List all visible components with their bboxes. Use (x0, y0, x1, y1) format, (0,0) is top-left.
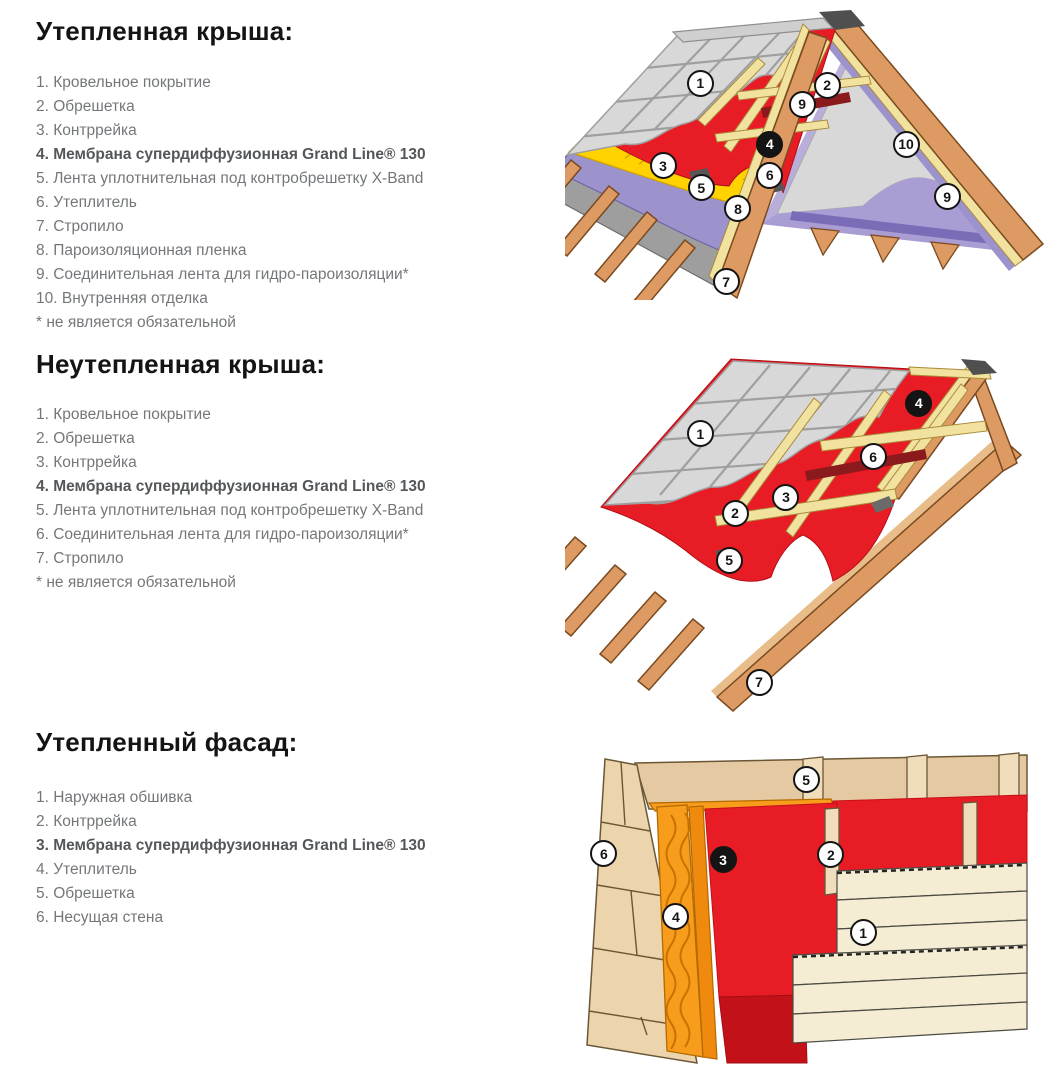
callout-10: 10 (893, 131, 920, 158)
uninsulated-roof-illustration (565, 345, 1055, 717)
layer-item: 6. Соединительная лента для гидро-пароизоляции* (36, 526, 409, 543)
callout-3: 3 (650, 152, 677, 179)
section-title-insulated-roof: Утепленная крыша: (36, 16, 294, 46)
callout-2: 2 (814, 72, 841, 99)
insulated-facade-illustration (575, 745, 1042, 1077)
callout-2: 2 (817, 841, 844, 868)
callout-5: 5 (716, 547, 743, 574)
callout-6: 6 (860, 443, 887, 470)
layer-item: 5. Обрешетка (36, 885, 135, 902)
callout-4: 4 (756, 131, 783, 158)
layer-item: 6. Утеплитель (36, 194, 137, 211)
callout-8: 8 (724, 195, 751, 222)
callout-9: 9 (934, 183, 961, 210)
layer-item: 7. Стропило (36, 218, 124, 235)
footnote: * не является обязательной (36, 314, 236, 331)
callout-5: 5 (793, 766, 820, 793)
insulated-roof-illustration (565, 8, 1055, 300)
layer-item: 10. Внутренняя отделка (36, 290, 208, 307)
layer-item: 3. Контррейка (36, 122, 137, 139)
callout-4: 4 (662, 903, 689, 930)
section-title-uninsulated-roof: Неутепленная крыша: (36, 349, 326, 379)
layer-item-membrane: 4. Мембрана супердиффузионная Grand Line® 130 (36, 146, 426, 163)
callout-1: 1 (687, 70, 714, 97)
figure-insulated-roof (565, 8, 1055, 300)
layer-list-uninsulated-roof (36, 403, 556, 595)
callout-1: 1 (850, 919, 877, 946)
layer-item: 3. Контррейка (36, 454, 137, 471)
callout-3: 3 (710, 846, 737, 873)
callout-6: 6 (590, 840, 617, 867)
callout-1: 1 (687, 420, 714, 447)
layer-item: 5. Лента уплотнительная под контробрешетку X-Band (36, 170, 424, 187)
layer-list-insulated-roof (36, 71, 556, 335)
footnote: * не является обязательной (36, 574, 236, 591)
figure-uninsulated-roof (565, 345, 1055, 717)
callout-5: 5 (688, 174, 715, 201)
layer-item: 2. Обрешетка (36, 98, 135, 115)
callout-7: 7 (746, 669, 773, 696)
layer-item: 7. Стропило (36, 550, 124, 567)
callout-3: 3 (772, 484, 799, 511)
layer-item: 1. Кровельное покрытие (36, 74, 211, 91)
figure-insulated-facade (575, 745, 1042, 1077)
callout-7: 7 (713, 268, 740, 295)
layer-item: 8. Пароизоляционная пленка (36, 242, 247, 259)
callout-4: 4 (905, 390, 932, 417)
layer-item: 2. Обрешетка (36, 430, 135, 447)
layer-item: 6. Несущая стена (36, 909, 164, 926)
layer-item: 4. Утеплитель (36, 861, 137, 878)
layer-item: 1. Кровельное покрытие (36, 406, 211, 423)
layer-item-membrane: 4. Мембрана супердиффузионная Grand Line® 130 (36, 478, 426, 495)
layer-item: 5. Лента уплотнительная под контробрешетку X-Band (36, 502, 424, 519)
callout-9: 9 (789, 91, 816, 118)
callout-6: 6 (756, 162, 783, 189)
section-title-insulated-facade: Утепленный фасад: (36, 727, 298, 757)
layer-item: 1. Наружная обшивка (36, 789, 193, 806)
callout-2: 2 (722, 500, 749, 527)
layer-item: 2. Контррейка (36, 813, 137, 830)
layer-item: 9. Соединительная лента для гидро-пароизоляции* (36, 266, 409, 283)
layer-list-insulated-facade (36, 786, 556, 930)
layer-item-membrane: 3. Мембрана супердиффузионная Grand Line® 130 (36, 837, 426, 854)
